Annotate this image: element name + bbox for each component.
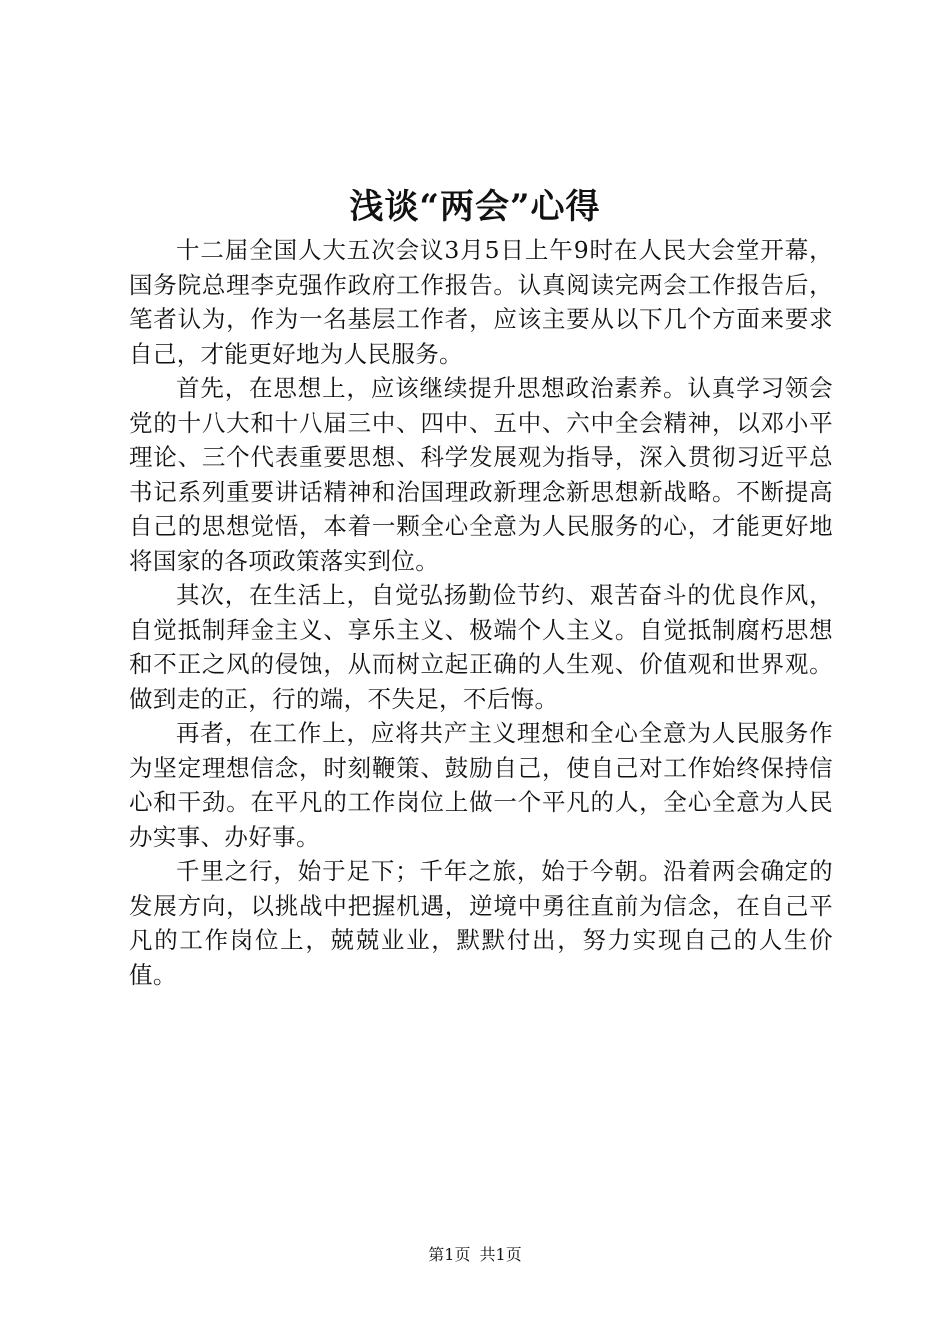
paragraph-work: 再者，在工作上，应将共产主义理想和全心全意为人民服务作为坚定理想信念，时刻鞭策、鼓励自己，使自己对工作始终保持信心和干劲。在平凡的工作岗位上做一个平凡的人，全心全意为人民办实事、办好事。 bbox=[129, 719, 833, 851]
page-total: 共1页 bbox=[479, 1245, 522, 1264]
page-number: 第1页 bbox=[428, 1245, 471, 1264]
document-body bbox=[129, 233, 833, 992]
paragraph-thought: 首先，在思想上，应该继续提升思想政治素养。认真学习领会党的十八大和十八届三中、四中、五中、六中全会精神，以邓小平理论、三个代表重要思想、科学发展观为指导，深入贯彻习近平总书记系列重要讲话精神和治国理政新理念新思想新战略。不断提高自己的思想觉悟，本着一颗全心全意为人民服务的心，才能更好地将国家的各项政策落实到位。 bbox=[129, 374, 833, 575]
paragraph-intro: 十二届全国人大五次会议3月5日上午9时在人民大会堂开幕，国务院总理李克强作政府工作报告。认真阅读完两会工作报告后，笔者认为，作为一名基层工作者，应该主要从以下几个方面来要求自己，才能更好地为人民服务。 bbox=[129, 236, 833, 368]
document-title: 浅谈“两会”心得 bbox=[349, 187, 601, 227]
page-footer bbox=[0, 1244, 950, 1266]
paragraph-conclusion: 千里之行，始于足下；千年之旅，始于今朝。沿着两会确定的发展方向，以挑战中把握机遇，逆境中勇往直前为信念，在自己平凡的工作岗位上，兢兢业业，默默付出，努力实现自己的人生价值。 bbox=[129, 857, 833, 989]
paragraph-life: 其次，在生活上，自觉弘扬勤俭节约、艰苦奋斗的优良作风，自觉抵制拜金主义、享乐主义、极端个人主义。自觉抵制腐朽思想和不正之风的侵蚀，从而树立起正确的人生观、价值观和世界观。做到走的正，行的端，不失足，不后悔。 bbox=[129, 581, 833, 713]
